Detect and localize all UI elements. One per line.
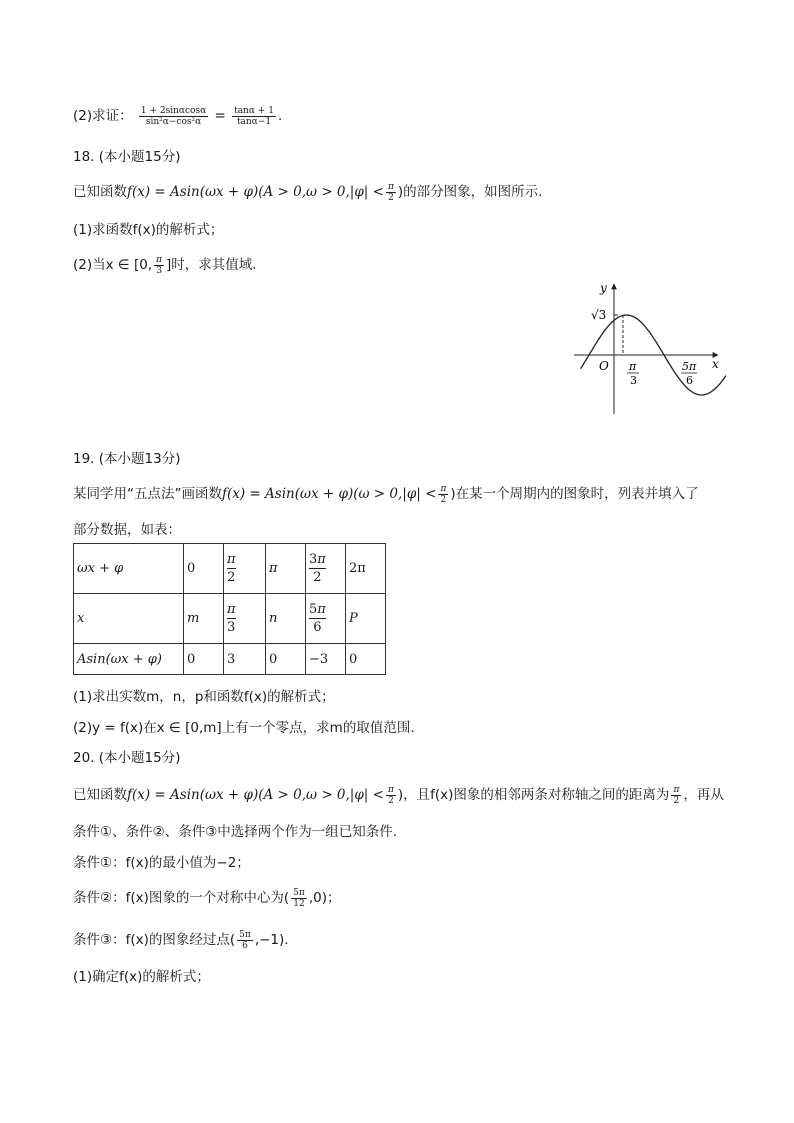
- q18-pi-over-2: $\frac{\pi}{2}$: [387, 181, 394, 203]
- table-head-cell: Asin(ωx + φ): [74, 644, 184, 675]
- table-row: [74, 644, 386, 675]
- q20-distance-fraction: $\frac{\pi}{2}$: [673, 784, 680, 806]
- q17-part2: (2)求证： $\frac{1 + 2\sin\alpha\cos\alpha}{\text{sin²α−cos²α}}$ = $\frac{\tan\alpha + 1}{\tan\alpha-1}$ .: [73, 105, 283, 127]
- table-head-cell: x: [74, 594, 184, 644]
- sine-graph-figure: [566, 278, 726, 418]
- q20-5pi-over-6: $\frac{5\pi}{6}$: [239, 929, 251, 951]
- q20-header: 20. (本小题15分): [73, 750, 181, 766]
- q19-pi-over-2: $\frac{\pi}{2}$: [440, 483, 447, 505]
- q18-part1: (1)求函数f(x)的解析式；: [73, 222, 224, 238]
- q20-condition-2: 条件②：f(x)图象的一个对称中心为( $\frac{5\pi}{12}$ ,0)；: [73, 887, 341, 909]
- q18-part2: (2)当x ∈ [0, $\frac{\pi}{3}$ ]时，求其值域.: [73, 254, 257, 276]
- q20-stem-line2: 条件①、条件②、条件③中选择两个作为一组已知条件.: [73, 824, 398, 840]
- q19-stem-line1: 某同学用“五点法”画函数f(x) = Asin(ωx + φ)(ω > 0,|φ| < $\frac{\pi}{2}$ )在某一个周期内的图象时，列表并填入了: [73, 483, 699, 505]
- table-cell: $\frac{5\pi}{6}$: [306, 594, 346, 644]
- table-cell: π: [266, 544, 306, 594]
- amplitude-label: √3: [591, 308, 607, 322]
- table-cell: n: [266, 594, 306, 644]
- table-cell: $\frac{3\pi}{2}$: [306, 544, 346, 594]
- q20-condition-3: 条件③：f(x)的图象经过点( $\frac{5\pi}{6}$ ,−1).: [73, 929, 289, 951]
- tick-5pi-over-6-den: 6: [686, 374, 693, 387]
- table-cell: $\frac{\pi}{2}$: [224, 544, 266, 594]
- origin-label: O: [599, 359, 609, 373]
- table-cell: P: [346, 594, 386, 644]
- q19-header: 19. (本小题13分): [73, 451, 181, 467]
- table-cell: 0: [346, 644, 386, 675]
- table-head-cell: ωx + φ: [74, 544, 184, 594]
- q17-lhs-fraction: $\frac{1 + 2\sin\alpha\cos\alpha}{\text{sin²α−cos²α}}$: [140, 105, 207, 127]
- q20-stem-line1: 已知函数f(x) = Asin(ωx + φ)(A > 0,ω > 0,|φ| < $\frac{\pi}{2}$ )，且f(x)图象的相邻两条对称轴之间的距离为 $\frac{\pi}{2}$ ，再从: [73, 784, 724, 806]
- q18-header: 18. (本小题15分): [73, 149, 181, 165]
- table-cell: 0: [184, 644, 224, 675]
- q17-equals: =: [214, 108, 226, 124]
- table-cell: 3: [224, 644, 266, 675]
- x-axis-label: x: [712, 357, 719, 371]
- q20-5pi-over-12: $\frac{5\pi}{12}$: [293, 887, 305, 909]
- five-point-table: [73, 543, 386, 675]
- q18-stem: 已知函数f(x) = Asin(ωx + φ)(A > 0,ω > 0,|φ| < $\frac{\pi}{2}$ )的部分图象，如图所示.: [73, 181, 543, 203]
- table-cell: 0: [184, 544, 224, 594]
- table-row: [74, 544, 386, 594]
- q19-part1: (1)求出实数m，n，p和函数f(x)的解析式；: [73, 689, 335, 705]
- tick-5pi-over-6-num: 5π: [682, 360, 697, 373]
- q20-pi-over-2: $\frac{\pi}{2}$: [387, 784, 394, 806]
- table-cell: 2π: [346, 544, 386, 594]
- table-row: [74, 594, 386, 644]
- q19-part2: (2)y = f(x)在x ∈ [0,m]上有一个零点，求m的取值范围.: [73, 720, 415, 736]
- table-cell: $\frac{\pi}{3}$: [224, 594, 266, 644]
- q20-part1: (1)确定f(x)的解析式；: [73, 969, 210, 985]
- tick-pi-over-3-den: 3: [630, 374, 637, 387]
- q18-pi-over-3: $\frac{\pi}{3}$: [156, 254, 163, 276]
- tick-pi-over-3-num: π: [629, 360, 637, 373]
- q20-condition-1: 条件①：f(x)的最小值为−2；: [73, 855, 250, 871]
- q17-part2-prefix: (2)求证：: [73, 108, 133, 124]
- q19-stem-line2: 部分数据，如表：: [73, 522, 181, 538]
- table-cell: m: [184, 594, 224, 644]
- table-cell: −3: [306, 644, 346, 675]
- q17-rhs-fraction: $\frac{\tan\alpha + 1}{\tan\alpha-1}$: [234, 105, 274, 127]
- y-axis-label: y: [600, 281, 607, 295]
- table-cell: 0: [266, 644, 306, 675]
